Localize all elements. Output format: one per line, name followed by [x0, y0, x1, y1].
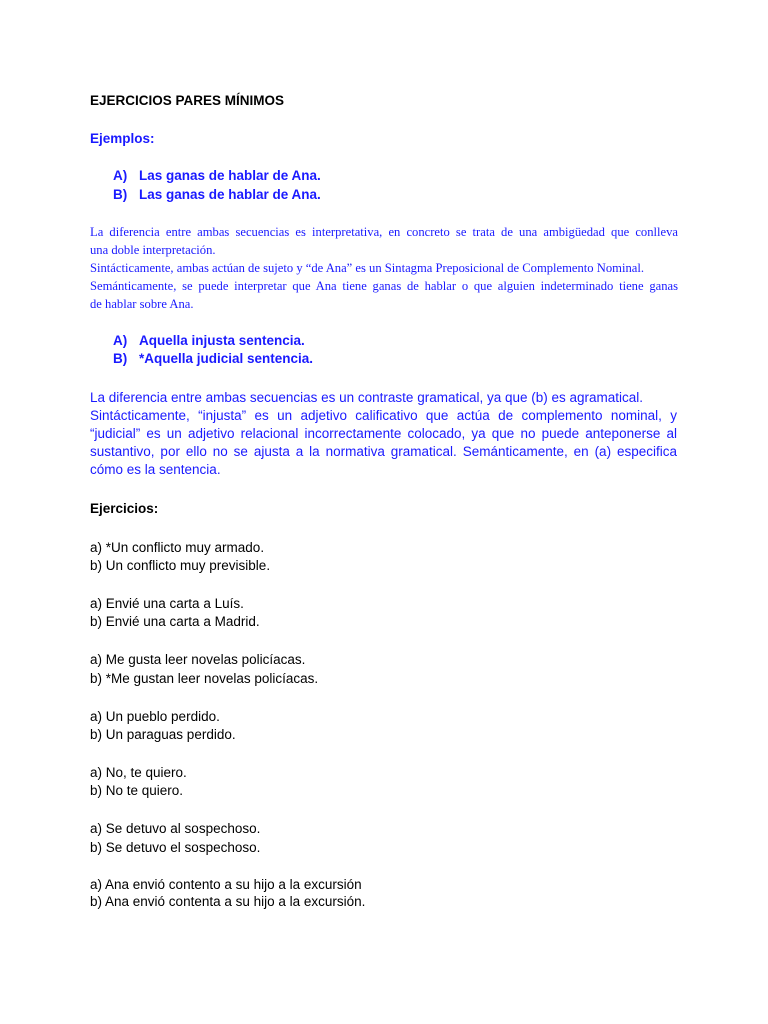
example2-explanation-line: La diferencia entre ambas secuencias es un contraste gramatical, ya que (b) es agramatical. [90, 390, 644, 405]
examples-heading: Ejemplos: [90, 131, 155, 146]
example2-explanation-line: “judicial” es un adjetivo relacional incorrectamente colocado, ya que no puede anteponerse al [90, 426, 677, 441]
exercise-5-b: b) No te quiero. [90, 783, 184, 798]
example1-option-a [113, 167, 321, 185]
example2-b-marker: B) [113, 351, 128, 366]
example2-explanation [90, 389, 677, 479]
example2-a-text: Aquella injusta sentencia. [139, 333, 305, 348]
example1-option-b [113, 186, 321, 204]
exercise-2-b: b) Envié una carta a Madrid. [90, 614, 260, 629]
example1-explanation-line: de hablar sobre Ana. [90, 297, 194, 311]
example2-explanation-line: sustantivo, por ello no se ajusta a la normativa gramatical. Semánticamente, en (a) especifica [90, 444, 677, 459]
example1-a-text: Las ganas de hablar de Ana. [139, 168, 321, 183]
exercise-3-a: a) Me gusta leer novelas policíacas. [90, 652, 306, 667]
exercise-2-a: a) Envié una carta a Luís. [90, 596, 244, 611]
exercise-4-b: b) Un paraguas perdido. [90, 727, 236, 742]
exercise-5-a: a) No, te quiero. [90, 765, 187, 780]
exercise-1-b: b) Un conflicto muy previsible. [90, 558, 271, 573]
exercise-6-a: a) Se detuvo al sospechoso. [90, 821, 261, 836]
example2-option-a [113, 332, 305, 350]
exercise-4-a: a) Un pueblo perdido. [90, 709, 220, 724]
example2-explanation-line: Sintácticamente, “injusta” es un adjetivo calificativo que actúa de complemento nominal, y [90, 408, 677, 423]
exercise-1-a: a) *Un conflicto muy armado. [90, 540, 265, 555]
exercise-7-b: b) Ana envió contenta a su hijo a la excursión. [90, 894, 366, 909]
example1-a-marker: A) [113, 168, 128, 183]
exercise-6-b: b) Se detuvo el sospechoso. [90, 840, 261, 855]
example1-explanation-line: La diferencia entre ambas secuencias es interpretativa, en concreto se trata de una ambigüedad que conlleva [90, 225, 678, 239]
example2-b-text: *Aquella judicial sentencia. [139, 351, 314, 366]
example1-explanation-line: Semánticamente, se puede interpretar que Ana tiene ganas de hablar o que alguien indeterminado tiene ganas [90, 279, 678, 293]
example1-b-text: Las ganas de hablar de Ana. [139, 187, 321, 202]
example2-explanation-line: cómo es la sentencia. [90, 462, 221, 477]
example2-a-marker: A) [113, 333, 128, 348]
document-title: EJERCICIOS PARES MÍNIMOS [90, 93, 285, 108]
example1-explanation-line: Sintácticamente, ambas actúan de sujeto y “de Ana” es un Sintagma Preposicional de Complemento Nominal. [90, 261, 644, 275]
example1-explanation-line: una doble interpretación. [90, 243, 216, 257]
example1-b-marker: B) [113, 187, 128, 202]
exercises-heading: Ejercicios: [90, 501, 159, 516]
exercise-3-b: b) *Me gustan leer novelas policíacas. [90, 671, 319, 686]
example1-explanation [90, 223, 678, 313]
exercise-7-a: a) Ana envió contento a su hijo a la excursión [90, 877, 362, 892]
example2-option-b [113, 350, 313, 368]
